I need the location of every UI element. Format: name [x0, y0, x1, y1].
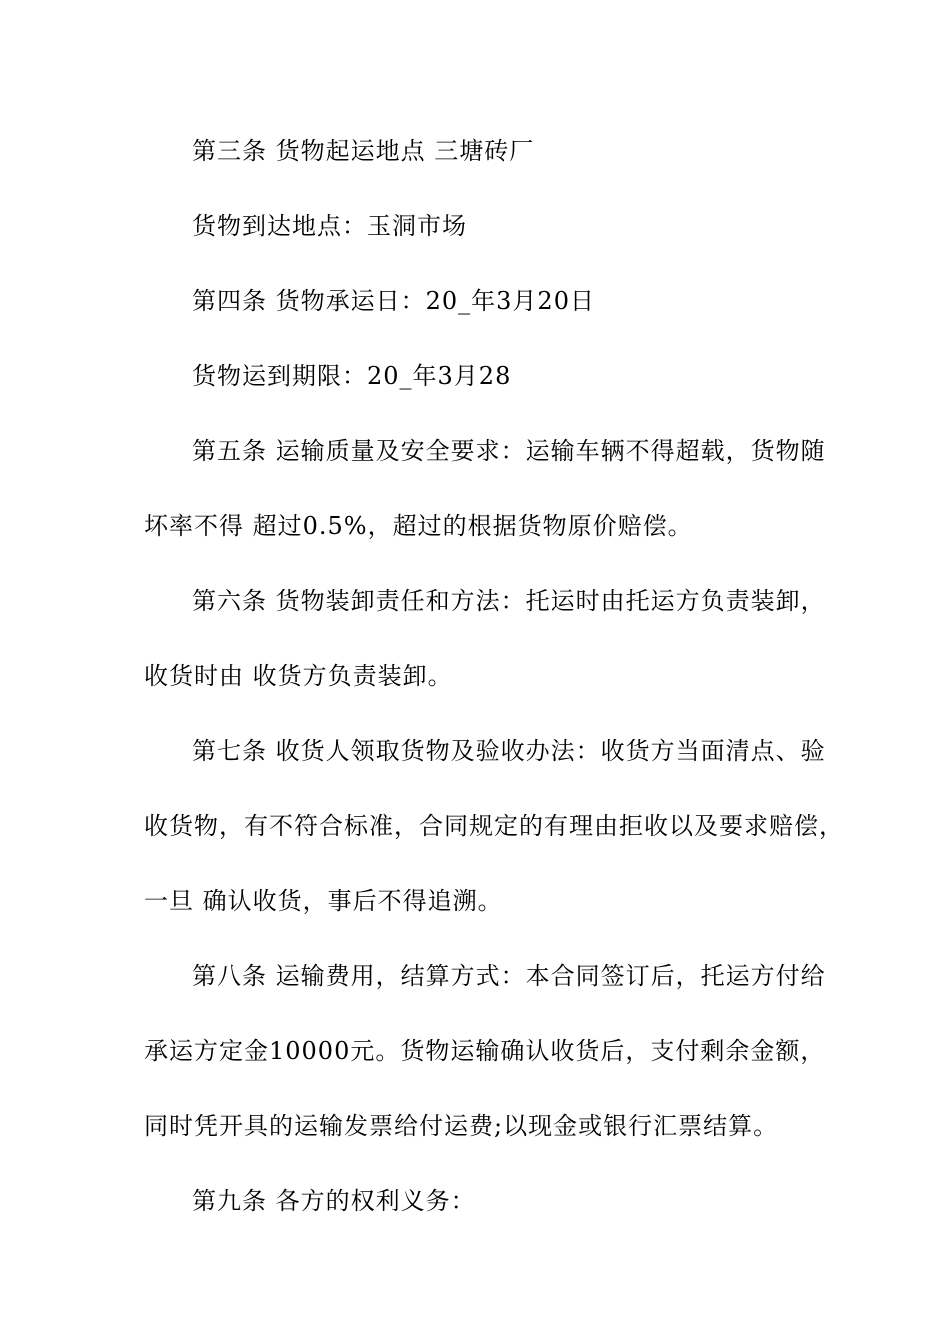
article-7-line-2: 收货物，有不符合标准，合同规定的有理由拒收以及要求赔偿，: [144, 812, 844, 840]
article-5-line-1: 第五条 运输质量及安全要求：运输车辆不得超载，货物随: [192, 437, 826, 465]
article-8-line-1: 第八条 运输费用，结算方式：本合同签订后，托运方付给: [192, 962, 826, 990]
article-4-date: 第四条 货物承运日：20_年3月20日: [192, 287, 595, 315]
article-3-origin: 第三条 货物起运地点 三塘砖厂: [192, 137, 535, 165]
article-6-line-2: 收货时由 收货方负责装卸。: [144, 662, 453, 690]
article-7-line-3: 一旦 确认收货，事后不得追溯。: [144, 887, 503, 915]
destination-line: 货物到达地点：玉洞市场: [192, 212, 467, 240]
article-8-line-2: 承运方定金10000元。货物运输确认收货后，支付剩余金额，: [144, 1037, 826, 1065]
article-5-line-2: 坏率不得 超过0.5%，超过的根据货物原价赔偿。: [144, 512, 693, 540]
article-8-line-3: 同时凭开具的运输发票给付运费;以现金或银行汇票结算。: [144, 1112, 779, 1140]
article-6-line-1: 第六条 货物装卸责任和方法：托运时由托运方负责装卸，: [192, 587, 826, 615]
article-9-heading: 第九条 各方的权利义务：: [192, 1187, 476, 1215]
article-7-line-1: 第七条 收货人领取货物及验收办法：收货方当面清点、验: [192, 737, 826, 765]
deadline-line: 货物运到期限：20_年3月28: [192, 362, 512, 390]
